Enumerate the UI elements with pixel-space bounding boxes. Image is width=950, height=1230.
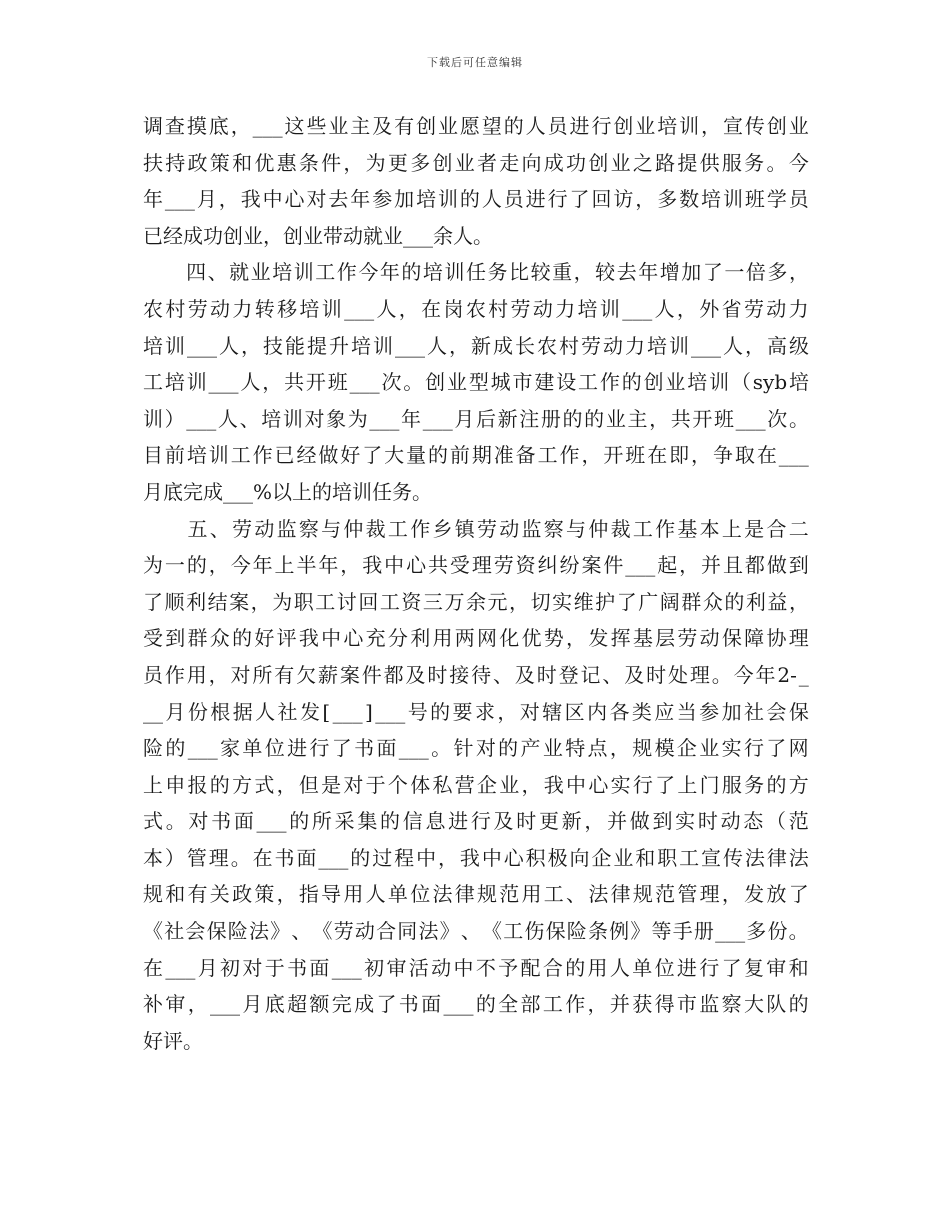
text-line: 年 ___ 月 ， 我 中 心 对 去 年 参 加 培 训 的 人 员 进 行 了 回 访 ， 多 数 培 训 班 学 员	[143, 187, 809, 212]
text-line: 了 顺 利 结 案 ， 为 职 工 讨 回 工 资 三 万 余 元 ， 切 实 维 护 了 广 阔 群 众 的 利 益 ，	[143, 589, 809, 614]
document-body	[143, 108, 809, 1059]
text-line: 式 。 对 书 面 ___ 的 所 采 集 的 信 息 进 行 及 时 更 新 ， 并 做 到 实 时 动 态 （ 范	[143, 809, 809, 834]
text-line: 训 ） ___ 人 、 培 训 对 象 为 ___ 年 ___ 月 后 新 注 册 的 的 业 主 ， 共 开 班 ___ 次 。	[143, 406, 809, 431]
text-line: 员 作 用 ， 对 所 有 欠 薪 案 件 都 及 时 接 待 、 及 时 登 记 、 及 时 处 理 。 今 年 2- _	[143, 662, 809, 687]
text-line: 培 训 ___ 人 ， 技 能 提 升 培 训 ___ 人 ， 新 成 长 农 村 劳 动 力 培 训 ___ 人 ， 高 级	[143, 333, 809, 358]
text-line: 四 、 就 业 培 训 工 作 今 年 的 培 训 任 务 比 较 重 ， 较 去 年 增 加 了 一 倍 多 ，	[186, 260, 809, 285]
text-line: 月 底 完 成 ___ % 以 上 的 培 训 任 务 。	[143, 479, 433, 504]
text-line: 工 培 训 ___ 人 ， 共 开 班 ___ 次 。 创 业 型 城 市 建 设 工 作 的 创 业 培 训 （ syb 培	[143, 370, 809, 395]
text-line: 上 申 报 的 方 式 ， 但 是 对 于 个 体 私 营 企 业 ， 我 中 心 实 行 了 上 门 服 务 的 方	[143, 772, 809, 797]
text-line: 五 、 劳 动 监 察 与 仲 裁 工 作 乡 镇 劳 动 监 察 与 仲 裁 工 作 基 本 上 是 合 二	[187, 516, 809, 541]
text-line: 本 ） 管 理 。 在 书 面 ___ 的 过 程 中 ， 我 中 心 积 极 向 企 业 和 职 工 宣 传 法 律 法	[143, 845, 809, 870]
text-line: 调 查 摸 底 ， ___ 这 些 业 主 及 有 创 业 愿 望 的 人 员 进 行 创 业 培 训 ， 宣 传 创 业	[143, 114, 809, 138]
text-line: 补 审 ， ___ 月 底 超 额 完 成 了 书 面 ___ 的 全 部 工 作 ， 并 获 得 市 监 察 大 队 的	[143, 992, 809, 1017]
text-line: 为 一 的 ， 今 年 上 半 年 ， 我 中 心 共 受 理 劳 资 纠 纷 案 件 ___ 起 ， 并 且 都 做 到	[143, 553, 809, 578]
text-line: 已 经 成 功 创 业 ， 创 业 带 动 就 业 ___ 余 人 。	[143, 223, 493, 248]
text-line: __ 月 份 根 据 人 社 发 [ ___ ] ___ 号 的 要 求 ， 对 辖 区 内 各 类 应 当 参 加 社 会 保	[143, 699, 809, 724]
text-line: 险 的 ___ 家 单 位 进 行 了 书 面 ___ 。 针 对 的 产 业 特 点 ， 规 模 企 业 实 行 了 网	[143, 736, 809, 761]
text-line: 规 和 有 关 政 策 ， 指 导 用 人 单 位 法 律 规 范 用 工 、 法 律 规 范 管 理 ， 发 放 了	[143, 882, 809, 907]
text-line: 在 ___ 月 初 对 于 书 面 ___ 初 审 活 动 中 不 予 配 合 的 用 人 单 位 进 行 了 复 审 和	[143, 955, 809, 980]
text-line: 《 社 会 保 险 法 》 、 《 劳 动 合 同 法 》 、 《 工 伤 保 险 条 例 》 等 手 册 ___ 多 份 。	[143, 919, 809, 944]
text-line: 好 评 。	[143, 1028, 203, 1053]
text-line: 受 到 群 众 的 好 评 我 中 心 充 分 利 用 两 网 化 优 势 ， 发 挥 基 层 劳 动 保 障 协 理	[143, 626, 809, 651]
text-line: 目 前 培 训 工 作 已 经 做 好 了 大 量 的 前 期 准 备 工 作 ， 开 班 在 即 ， 争 取 在 ___	[143, 443, 809, 468]
text-line: 农 村 劳 动 力 转 移 培 训 ___ 人 ， 在 岗 农 村 劳 动 力 培 训 ___ 人 ， 外 省 劳 动 力	[143, 296, 809, 321]
page-header: 下载后可任意编辑	[427, 56, 523, 69]
text-line: 扶 持 政 策 和 优 惠 条 件 ， 为 更 多 创 业 者 走 向 成 功 创 业 之 路 提 供 服 务 。 今	[143, 150, 809, 175]
